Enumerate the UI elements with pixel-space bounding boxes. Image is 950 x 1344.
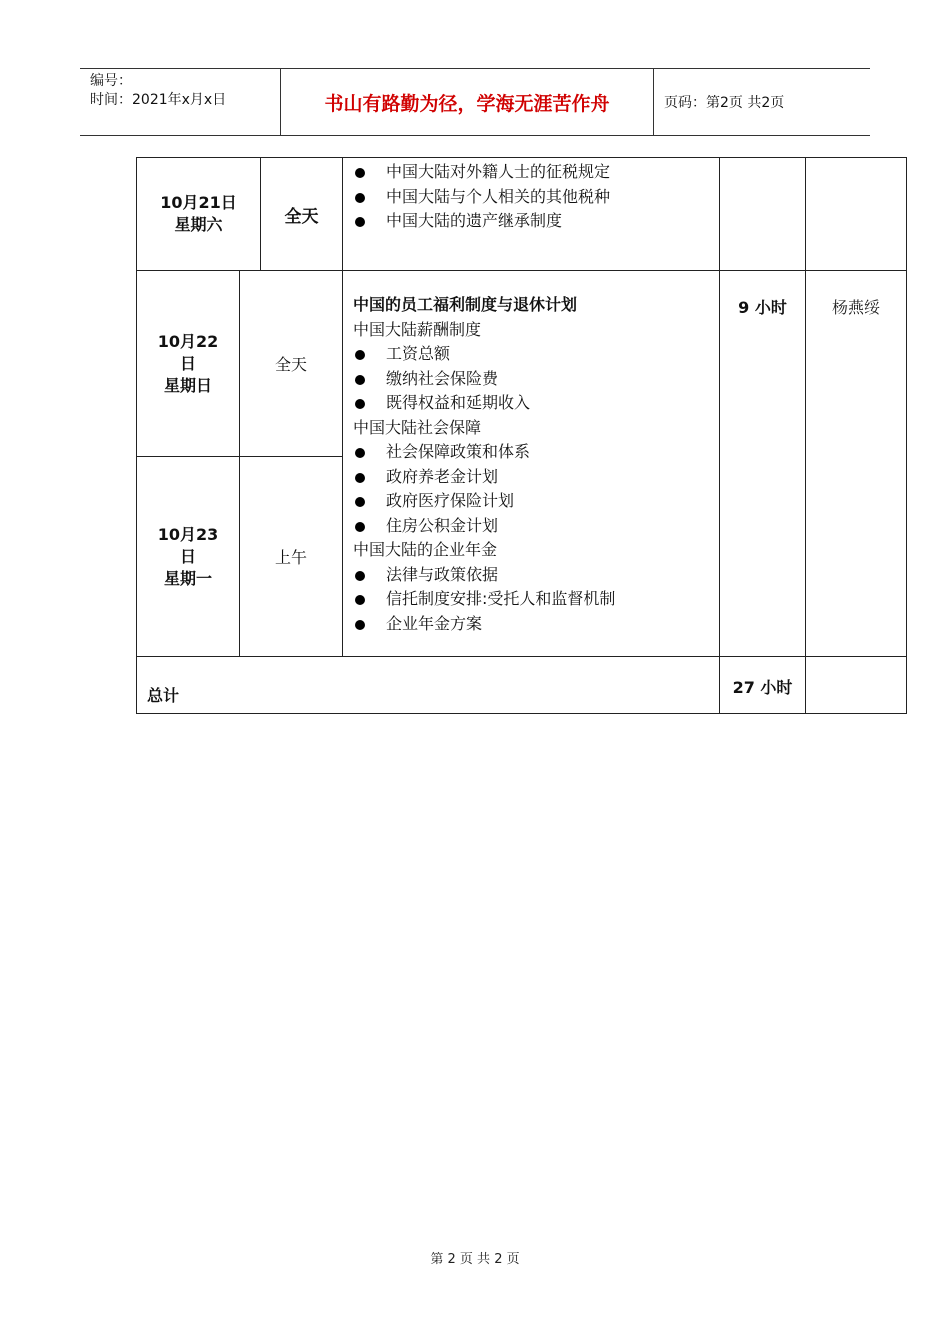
group-title: 中国大陆社会保障 bbox=[353, 417, 482, 437]
total-row bbox=[137, 657, 907, 714]
header-slogan: 书山有路勤为径，学海无涯苦作舟 bbox=[281, 69, 654, 135]
hours-cell-empty bbox=[720, 158, 806, 271]
list-item: 政府医疗保险计划 bbox=[353, 489, 713, 514]
list-item: 企业年金方案 bbox=[353, 612, 713, 637]
topic-list bbox=[353, 563, 713, 637]
date-cell bbox=[137, 271, 240, 457]
table-row bbox=[137, 271, 907, 457]
content-cell bbox=[343, 158, 720, 271]
weekday-line: 星期六 bbox=[174, 215, 223, 234]
group-title: 中国大陆薪酬制度 bbox=[353, 319, 482, 339]
list-item: 社会保障政策和体系 bbox=[353, 440, 713, 465]
list-item: 住房公积金计划 bbox=[353, 514, 713, 539]
schedule-table bbox=[136, 157, 907, 714]
hours-cell: 9 小时 bbox=[720, 271, 806, 657]
period-cell: 全天 bbox=[284, 206, 319, 227]
weekday-line: 星期一 bbox=[163, 568, 212, 588]
header-meta bbox=[80, 69, 281, 135]
total-person-empty bbox=[806, 657, 907, 714]
topic-list bbox=[353, 440, 713, 538]
group-title: 中国大陆的企业年金 bbox=[353, 540, 498, 559]
date-line: 10月21日 bbox=[160, 193, 237, 212]
total-label: 总计 bbox=[137, 657, 720, 714]
list-item: 中国大陆的遗产继承制度 bbox=[353, 209, 713, 234]
date-line: 10月23 bbox=[157, 524, 219, 544]
row1-date-period bbox=[137, 158, 343, 271]
weekday-line: 星期日 bbox=[163, 375, 212, 395]
page-header bbox=[80, 68, 870, 136]
date-cell bbox=[137, 457, 240, 657]
list-item: 中国大陆对外籍人士的征税规定 bbox=[353, 160, 713, 185]
topic-list bbox=[353, 342, 713, 416]
time-label: 时间：2021年x月x日 bbox=[90, 92, 227, 108]
date-cell bbox=[137, 158, 261, 270]
topic-list bbox=[353, 160, 713, 234]
list-item: 工资总额 bbox=[353, 342, 713, 367]
header-page-label: 页码：第2页 共2页 bbox=[664, 95, 785, 111]
date-line: 10月22 bbox=[157, 331, 219, 351]
period-cell: 上午 bbox=[240, 457, 343, 657]
list-item: 信托制度安排:受托人和监督机制 bbox=[353, 587, 713, 612]
serial-label: 编号： bbox=[90, 73, 132, 89]
instructor-cell: 杨燕绥 bbox=[806, 271, 907, 657]
total-hours: 27 小时 bbox=[720, 657, 806, 714]
person-cell-empty bbox=[806, 158, 907, 271]
content-cell bbox=[343, 271, 720, 657]
list-item: 法律与政策依据 bbox=[353, 563, 713, 588]
list-item: 缴纳社会保险费 bbox=[353, 367, 713, 392]
list-item: 政府养老金计划 bbox=[353, 465, 713, 490]
page-footer: 第 2 页 共 2 页 bbox=[430, 1252, 520, 1267]
period-cell: 全天 bbox=[240, 271, 343, 457]
list-item: 既得权益和延期收入 bbox=[353, 391, 713, 416]
section-heading: 中国的员工福利制度与退休计划 bbox=[353, 295, 578, 314]
table-row bbox=[137, 158, 907, 271]
date-line: 日 bbox=[179, 546, 196, 566]
date-line: 日 bbox=[179, 353, 196, 373]
list-item: 中国大陆与个人相关的其他税种 bbox=[353, 185, 713, 210]
